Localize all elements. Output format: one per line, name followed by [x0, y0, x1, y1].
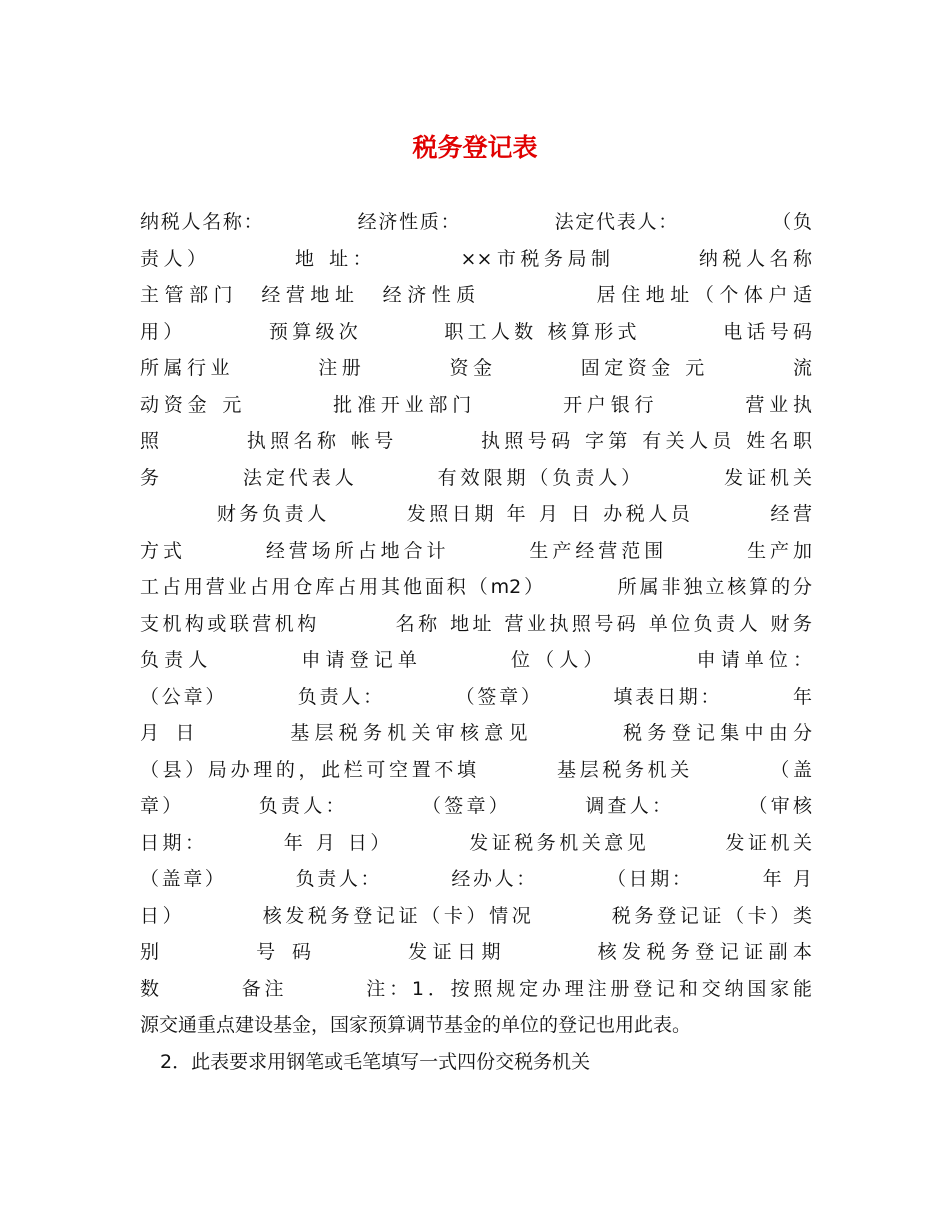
document-title: 税务登记表 [412, 133, 538, 162]
body-line: 别 号 码 发证日期 核发税务登记证副本 [140, 941, 812, 963]
body-line: 日） 核发税务登记证（卡）情况 税务登记证（卡）类 [140, 904, 812, 927]
body-line: 工占用营业占用仓库占用其他面积（m2） 所属非独立核算的分 [140, 576, 812, 598]
body-line: 支机构或联营机构 名称 地址 营业执照号码 单位负责人 财务 [140, 612, 812, 635]
body-line: 源交通重点建设基金，国家预算调节基金的单位的登记也用此表。 [140, 1014, 692, 1036]
body-line: 主管部门 经营地址 经济性质 居住地址（个体户适 [140, 284, 812, 306]
body-line: 月 日 基层税务机关审核意见 税务登记集中由分 [140, 722, 812, 744]
body-line: （县）局办理的，此栏可空置不填 基层税务机关 （盖 [140, 758, 812, 781]
document-body [140, 204, 812, 1080]
body-line: （公章） 负责人： （签章） 填表日期： 年 [140, 685, 812, 708]
body-line: 所属行业 注册 资金 固定资金 元 流 [140, 357, 812, 379]
body-line: 章） 负责人： （签章） 调查人： （审核 [140, 795, 812, 817]
body-line: 用） 预算级次 职工人数 核算形式 电话号码 [140, 320, 812, 343]
body-line: （盖章） 负责人： 经办人： （日期： 年 月 [140, 868, 812, 890]
body-line: 责人） 地 址： ××市税务局制 纳税人名称 [140, 247, 812, 270]
body-line: 财务负责人 发照日期 年 月 日 办税人员 经营 [140, 503, 812, 525]
body-line: 日期： 年 月 日） 发证税务机关意见 发证机关 [140, 831, 812, 854]
body-line: 方式 经营场所占地合计 生产经营范围 生产加 [140, 539, 812, 562]
body-line: 动资金 元 批准开业部门 开户银行 营业执 [140, 393, 812, 416]
body-line: 照 执照名称 帐号 执照号码 字第 有关人员 姓名职 [140, 430, 812, 452]
body-line: 务 法定代表人 有效限期（负责人） 发证机关 [140, 466, 812, 489]
body-line: 数 备注 注：1．按照规定办理注册登记和交纳国家能 [140, 977, 812, 1000]
body-line: 2．此表要求用钢笔或毛笔填写一式四份交税务机关 [160, 1050, 591, 1073]
body-line: 纳税人名称： 经济性质： 法定代表人： （负 [140, 211, 812, 233]
body-line: 负责人 申请登记单 位（人） 申请单位： [140, 649, 812, 671]
